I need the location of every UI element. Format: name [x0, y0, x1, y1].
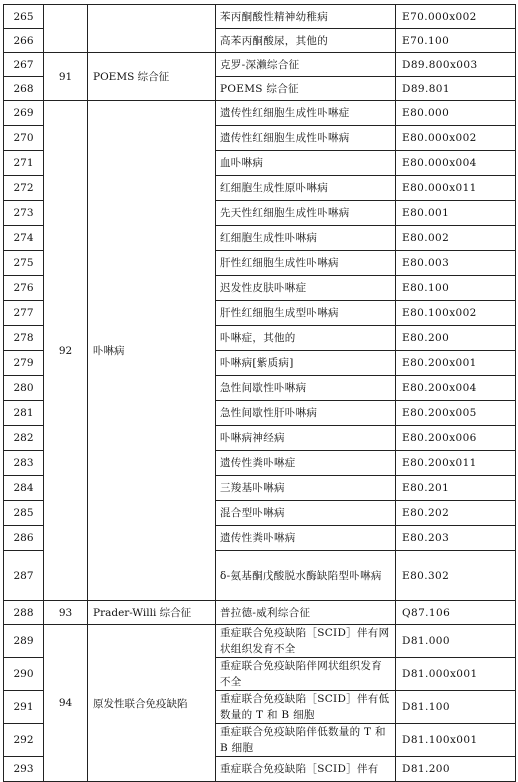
diagnosis-cell: 重症联合免疫缺陷［SCID］伴有低数量的 T 和 B 细胞 — [216, 691, 396, 724]
row-number-cell: 284 — [4, 476, 44, 501]
diagnosis-cell: 三羧基卟啉病 — [216, 476, 396, 501]
icd-code-cell: E80.201 — [396, 476, 516, 501]
icd-code-cell: E80.200x004 — [396, 376, 516, 401]
row-number-cell: 291 — [4, 691, 44, 724]
disease-name-cell: POEMS 综合征 — [88, 53, 216, 101]
row-number-cell: 281 — [4, 401, 44, 426]
row-number-cell: 286 — [4, 526, 44, 551]
table-row — [4, 625, 516, 658]
icd-code-cell: E80.203 — [396, 526, 516, 551]
row-number-cell: 290 — [4, 658, 44, 691]
table-row — [4, 601, 516, 625]
row-number-cell: 266 — [4, 29, 44, 53]
row-number-cell: 279 — [4, 351, 44, 376]
row-number-cell: 267 — [4, 53, 44, 77]
group-number-cell: 91 — [44, 53, 88, 101]
icd-code-cell: E80.000 — [396, 101, 516, 126]
icd-code-cell: E70.100 — [396, 29, 516, 53]
row-number-cell: 282 — [4, 426, 44, 451]
icd-code-cell: E80.202 — [396, 501, 516, 526]
group-number-cell — [44, 5, 88, 53]
diagnosis-cell: 重症联合免疫缺陷伴低数量的 T 和 B 细胞 — [216, 724, 396, 757]
icd-code-cell: E80.200 — [396, 326, 516, 351]
diagnosis-cell: 普拉德-威利综合征 — [216, 601, 396, 625]
diagnosis-cell: 遗传性红细胞生成性卟啉症 — [216, 101, 396, 126]
disease-name-cell — [88, 5, 216, 53]
diagnosis-cell: 卟啉病[紫质病] — [216, 351, 396, 376]
disease-name-cell: Prader-Willi 综合征 — [88, 601, 216, 625]
diagnosis-cell: 卟啉病神经病 — [216, 426, 396, 451]
row-number-cell: 276 — [4, 276, 44, 301]
group-number-cell: 92 — [44, 101, 88, 601]
diagnosis-cell: 混合型卟啉病 — [216, 501, 396, 526]
row-number-cell: 287 — [4, 551, 44, 601]
icd-code-cell: E80.100 — [396, 276, 516, 301]
icd-code-cell: E80.000x011 — [396, 176, 516, 201]
diagnosis-cell: 迟发性皮肤卟啉症 — [216, 276, 396, 301]
group-number-cell: 93 — [44, 601, 88, 625]
row-number-cell: 292 — [4, 724, 44, 757]
icd-code-cell: D81.100 — [396, 691, 516, 724]
icd-code-cell: D89.801 — [396, 77, 516, 101]
diagnosis-cell: δ-氨基酮戊酸脱水酶缺陷型卟啉病 — [216, 551, 396, 601]
row-number-cell: 272 — [4, 176, 44, 201]
table-row — [4, 101, 516, 126]
diagnosis-cell: 遗传性粪卟啉病 — [216, 526, 396, 551]
icd-code-cell: E80.302 — [396, 551, 516, 601]
diagnosis-cell: 红细胞生成性原卟啉病 — [216, 176, 396, 201]
icd-code-cell: E80.001 — [396, 201, 516, 226]
disease-table — [3, 4, 516, 782]
icd-code-cell: D81.200 — [396, 757, 516, 782]
disease-name-cell: 原发性联合免疫缺陷 — [88, 625, 216, 782]
row-number-cell: 289 — [4, 625, 44, 658]
icd-code-cell: E70.000x002 — [396, 5, 516, 29]
icd-code-cell: E80.200x006 — [396, 426, 516, 451]
row-number-cell: 285 — [4, 501, 44, 526]
table-row — [4, 5, 516, 29]
diagnosis-cell: 重症联合免疫缺陷［SCID］伴有 — [216, 757, 396, 782]
row-number-cell: 274 — [4, 226, 44, 251]
disease-table-body — [4, 5, 516, 782]
icd-code-cell: E80.100x002 — [396, 301, 516, 326]
icd-code-cell: E80.003 — [396, 251, 516, 276]
table-row — [4, 53, 516, 77]
row-number-cell: 288 — [4, 601, 44, 625]
group-number-cell: 94 — [44, 625, 88, 782]
icd-code-cell: Q87.106 — [396, 601, 516, 625]
icd-code-cell: E80.002 — [396, 226, 516, 251]
diagnosis-cell: 血卟啉病 — [216, 151, 396, 176]
diagnosis-cell: 肝性红细胞生成性卟啉病 — [216, 251, 396, 276]
icd-code-cell: E80.200x001 — [396, 351, 516, 376]
row-number-cell: 278 — [4, 326, 44, 351]
diagnosis-cell: 肝性红细胞生成型卟啉病 — [216, 301, 396, 326]
row-number-cell: 265 — [4, 5, 44, 29]
diagnosis-cell: POEMS 综合征 — [216, 77, 396, 101]
icd-code-cell: E80.200x005 — [396, 401, 516, 426]
row-number-cell: 277 — [4, 301, 44, 326]
row-number-cell: 280 — [4, 376, 44, 401]
row-number-cell: 270 — [4, 126, 44, 151]
row-number-cell: 275 — [4, 251, 44, 276]
icd-code-cell: E80.200x011 — [396, 451, 516, 476]
icd-code-cell: D81.100x001 — [396, 724, 516, 757]
icd-code-cell: E80.000x002 — [396, 126, 516, 151]
row-number-cell: 269 — [4, 101, 44, 126]
row-number-cell: 268 — [4, 77, 44, 101]
diagnosis-cell: 卟啉症，其他的 — [216, 326, 396, 351]
diagnosis-cell: 遗传性红细胞生成性卟啉病 — [216, 126, 396, 151]
row-number-cell: 293 — [4, 757, 44, 782]
icd-code-cell: D81.000 — [396, 625, 516, 658]
disease-name-cell: 卟啉病 — [88, 101, 216, 601]
diagnosis-cell: 红细胞生成性卟啉病 — [216, 226, 396, 251]
row-number-cell: 273 — [4, 201, 44, 226]
diagnosis-cell: 急性间歇性卟啉病 — [216, 376, 396, 401]
row-number-cell: 283 — [4, 451, 44, 476]
diagnosis-cell: 高苯丙酮酸尿，其他的 — [216, 29, 396, 53]
diagnosis-cell: 重症联合免疫缺陷［SCID］伴有网状组织发育不全 — [216, 625, 396, 658]
icd-code-cell: D89.800x003 — [396, 53, 516, 77]
icd-code-cell: E80.000x004 — [396, 151, 516, 176]
row-number-cell: 271 — [4, 151, 44, 176]
diagnosis-cell: 急性间歇性肝卟啉病 — [216, 401, 396, 426]
diagnosis-cell: 遗传性粪卟啉症 — [216, 451, 396, 476]
icd-code-cell: D81.000x001 — [396, 658, 516, 691]
diagnosis-cell: 克罗-深濑综合征 — [216, 53, 396, 77]
diagnosis-cell: 苯丙酮酸性精神幼稚病 — [216, 5, 396, 29]
diagnosis-cell: 重症联合免疫缺陷伴网状组织发育不全 — [216, 658, 396, 691]
diagnosis-cell: 先天性红细胞生成性卟啉病 — [216, 201, 396, 226]
